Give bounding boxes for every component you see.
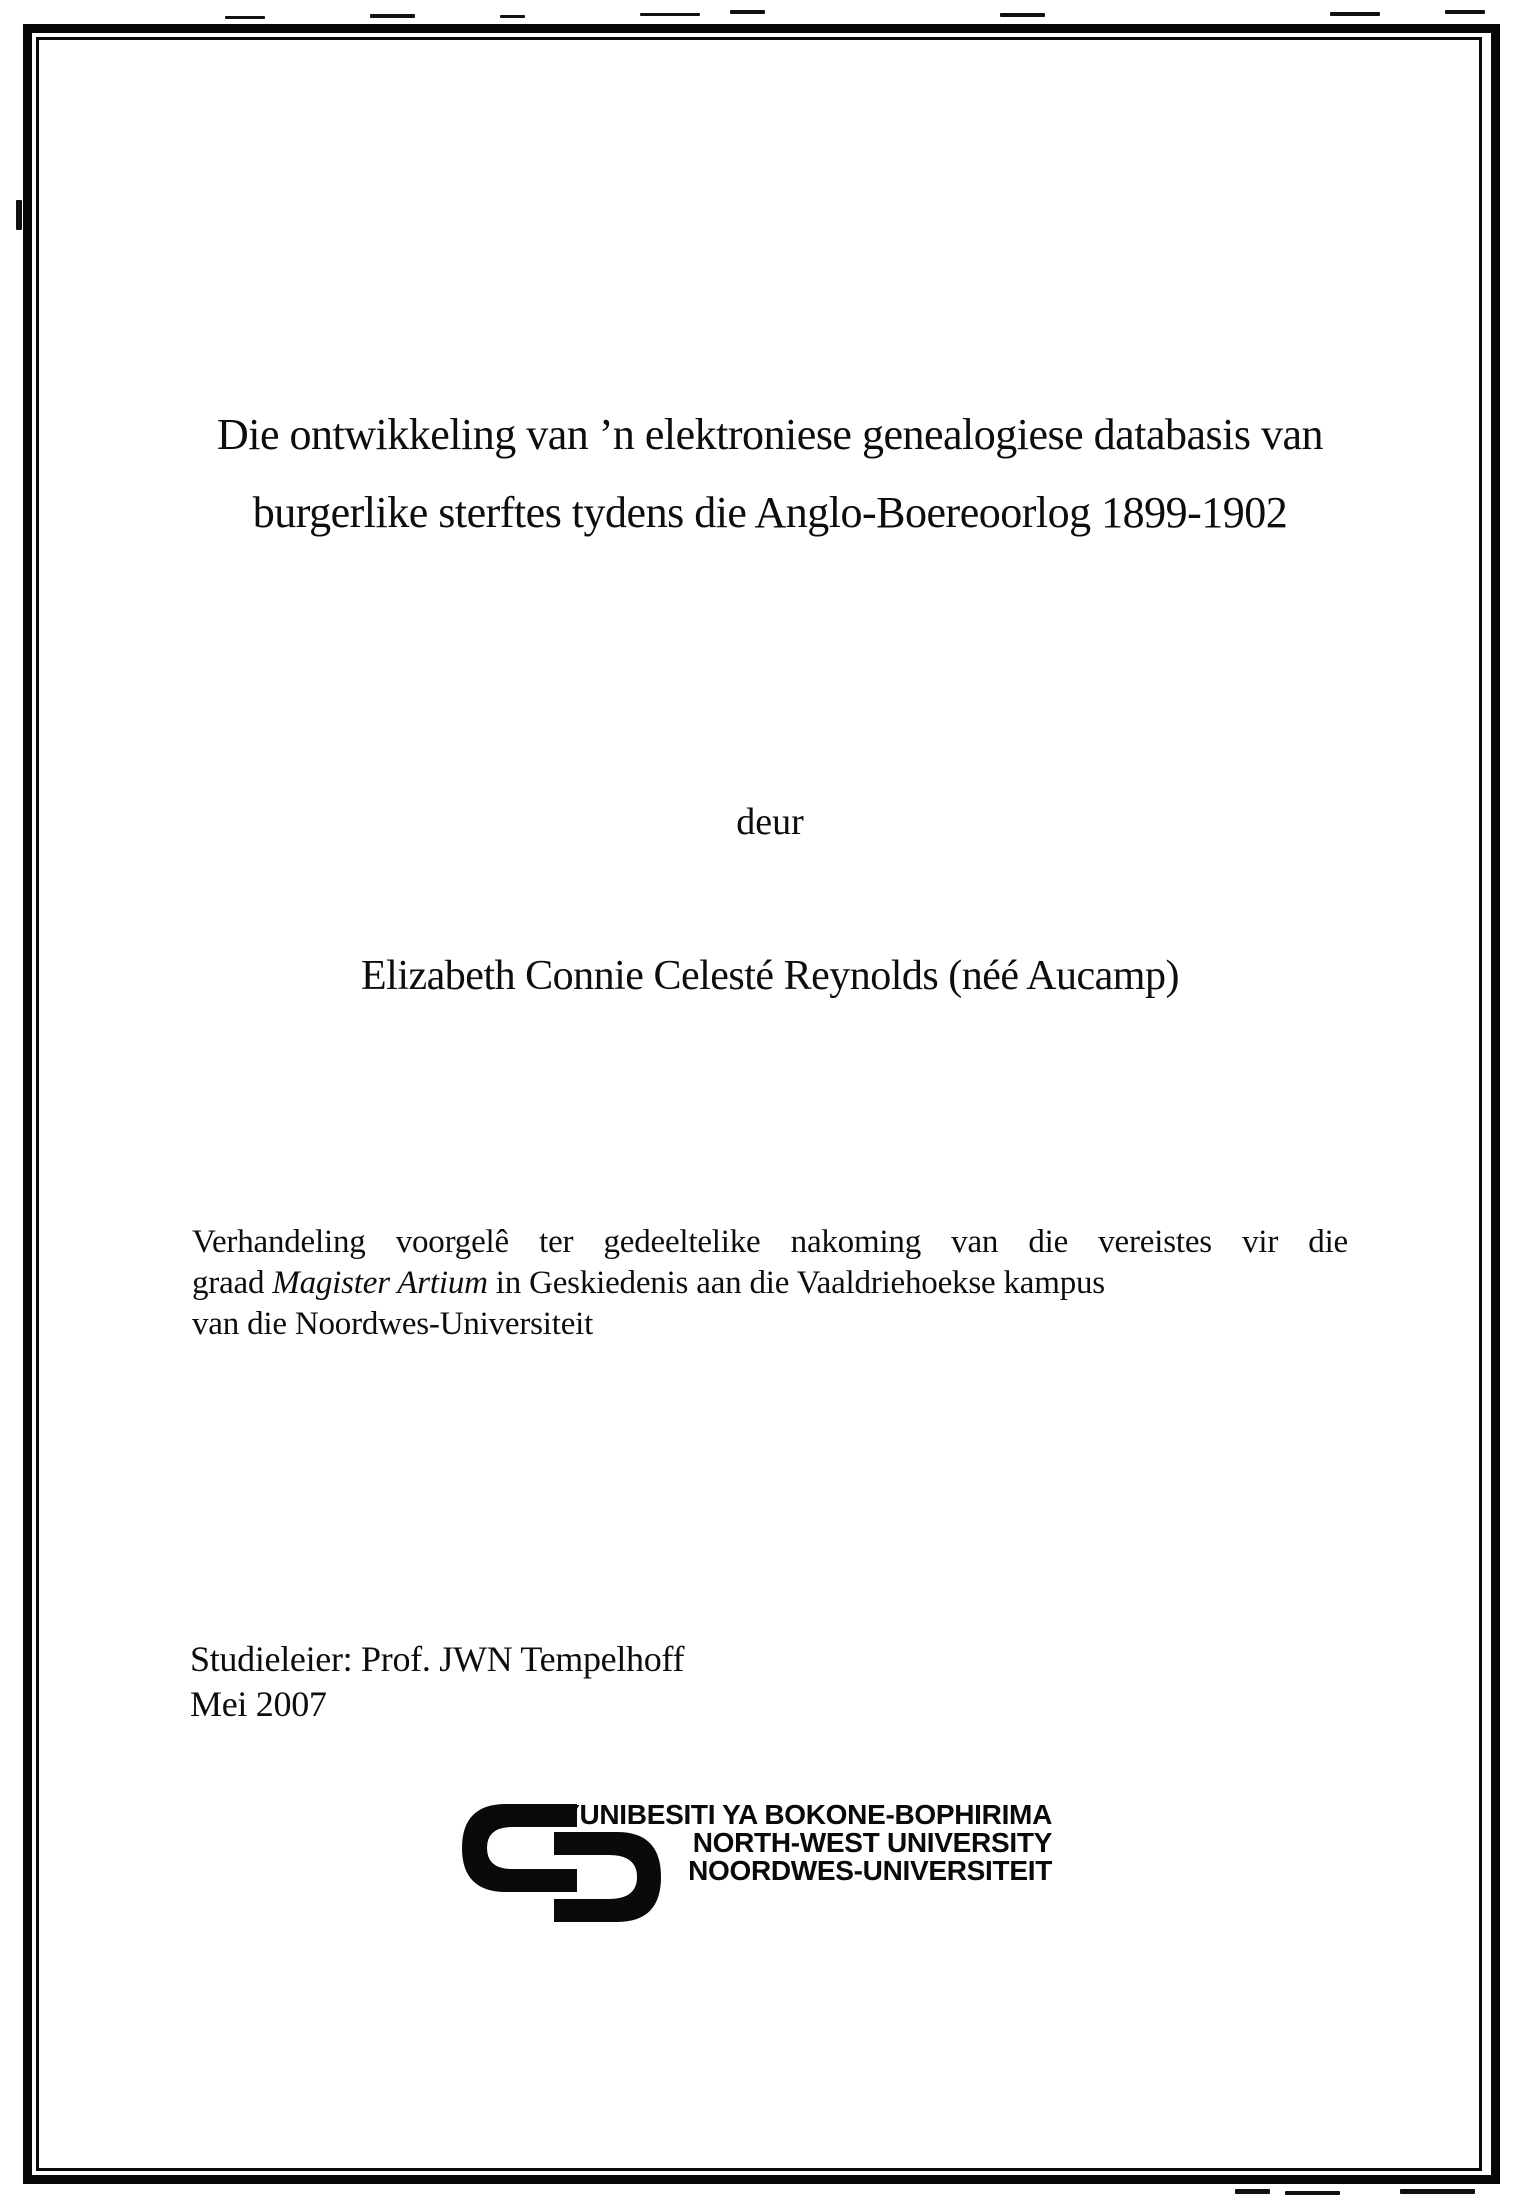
scan-speck — [225, 16, 265, 19]
degree-statement-line2 — [192, 1263, 1348, 1304]
degree-statement-line2-post: in Geskiedenis aan die Vaaldriehoekse kampus — [495, 1265, 1105, 1301]
degree-statement-line3: van die Noordwes-Universiteit — [192, 1306, 594, 1342]
date-line: Mei 2007 — [190, 1684, 327, 1724]
scan-speck — [16, 200, 22, 230]
scan-speck — [370, 14, 415, 18]
scan-speck — [1000, 13, 1045, 17]
university-logo-text — [561, 1801, 1052, 1885]
thesis-title-line2: burgerlike sterftes tydens die Anglo-Boereoorlog 1899-1902 — [252, 488, 1288, 537]
scan-speck — [1330, 12, 1380, 16]
thesis-title-line1: Die ontwikkeling van ’n elektroniese genealogiese databasis van — [216, 410, 1323, 459]
byline: deur — [736, 801, 804, 843]
scan-speck — [1445, 10, 1485, 14]
logo-line-setswana: YUNIBESITI YA BOKONE-BOPHIRIMA — [561, 1799, 1052, 1830]
degree-statement — [192, 1222, 1348, 1345]
scan-speck — [1400, 2189, 1475, 2194]
logo-line-afrikaans: NOORDWES-UNIVERSITEIT — [688, 1855, 1052, 1886]
logo-line-english: NORTH-WEST UNIVERSITY — [692, 1827, 1052, 1858]
degree-statement-line1: Verhandeling voorgelê ter gedeeltelike nakoming van die vereistes vir die — [192, 1224, 1348, 1260]
scan-speck — [1285, 2191, 1340, 2195]
scan-speck — [730, 10, 765, 14]
degree-name-italic: Magister Artium — [272, 1265, 488, 1301]
author-name: Elizabeth Connie Celesté Reynolds (néé Aucamp) — [361, 953, 1179, 999]
degree-statement-line2-pre: graad — [192, 1265, 265, 1301]
scan-speck — [500, 15, 525, 18]
supervisor-line: Studieleier: Prof. JWN Tempelhoff — [190, 1639, 685, 1679]
scan-speck — [640, 13, 700, 16]
scan-speck — [1235, 2189, 1270, 2194]
thesis-title — [70, 396, 1470, 552]
